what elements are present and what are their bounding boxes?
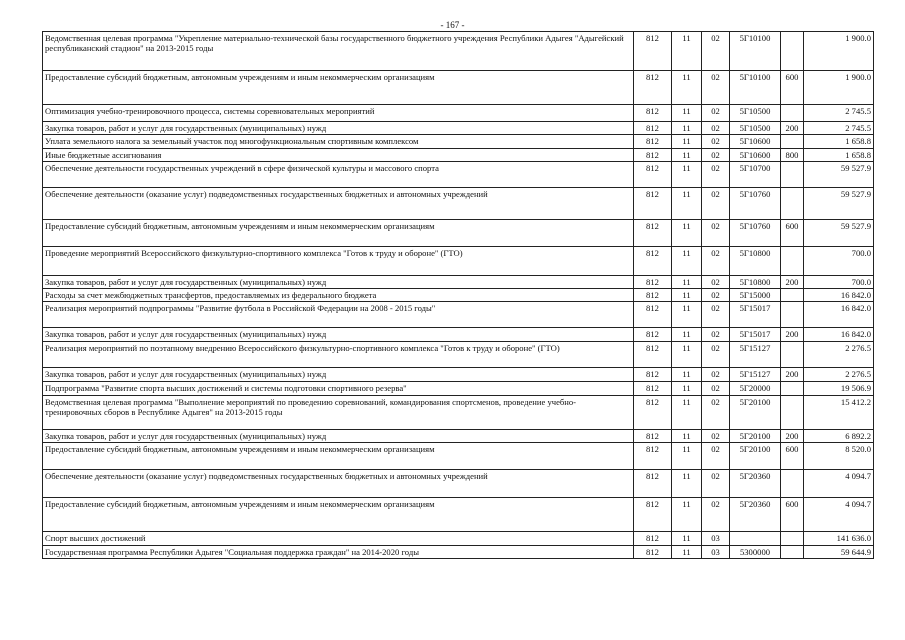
row-ministry-code: 812 xyxy=(634,71,672,105)
row-expense-type-code: 600 xyxy=(781,498,804,532)
row-ministry-code: 812 xyxy=(634,148,672,161)
row-name: Иные бюджетные ассигнования xyxy=(43,148,634,161)
row-amount: 6 892.2 xyxy=(804,429,874,442)
row-section-code: 11 xyxy=(672,135,702,148)
row-name: Реализация мероприятий подпрограммы "Развитие футбола в Российской Федерации на 2008 - 2015 годы" xyxy=(43,302,634,328)
row-ministry-code: 812 xyxy=(634,498,672,532)
row-amount: 16 842.0 xyxy=(804,302,874,328)
table-row xyxy=(43,328,874,342)
table-row xyxy=(43,161,874,187)
row-section-code: 11 xyxy=(672,546,702,559)
row-amount: 15 412.2 xyxy=(804,395,874,429)
row-section-code: 11 xyxy=(672,219,702,246)
row-subsection-code: 02 xyxy=(702,429,730,442)
row-name: Закупка товаров, работ и услуг для государственных (муниципальных) нужд xyxy=(43,328,634,342)
table-row xyxy=(43,302,874,328)
row-expense-type-code xyxy=(781,289,804,302)
row-target-code xyxy=(730,532,781,546)
row-ministry-code: 812 xyxy=(634,429,672,442)
row-ministry-code: 812 xyxy=(634,443,672,470)
row-subsection-code: 02 xyxy=(702,32,730,71)
row-amount: 2 276.5 xyxy=(804,368,874,382)
row-ministry-code: 812 xyxy=(634,135,672,148)
row-name: Обеспечение деятельности государственных учреждений в сфере физической культуры и массового спорта xyxy=(43,161,634,187)
row-expense-type-code: 200 xyxy=(781,429,804,442)
row-amount: 16 842.0 xyxy=(804,289,874,302)
row-target-code: 5Г10600 xyxy=(730,148,781,161)
row-section-code: 11 xyxy=(672,395,702,429)
row-name: Расходы за счет межбюджетных трансфертов, предоставляемых из федерального бюджета xyxy=(43,289,634,302)
row-subsection-code: 02 xyxy=(702,382,730,395)
row-target-code: 5300000 xyxy=(730,546,781,559)
row-ministry-code: 812 xyxy=(634,342,672,368)
row-section-code: 11 xyxy=(672,187,702,219)
row-expense-type-code xyxy=(781,470,804,498)
row-target-code: 5Г20360 xyxy=(730,470,781,498)
row-amount: 59 527.9 xyxy=(804,161,874,187)
row-subsection-code: 02 xyxy=(702,105,730,122)
row-expense-type-code xyxy=(781,302,804,328)
row-section-code: 11 xyxy=(672,429,702,442)
row-subsection-code: 02 xyxy=(702,135,730,148)
row-target-code: 5Г10800 xyxy=(730,246,781,275)
row-subsection-code: 02 xyxy=(702,498,730,532)
row-amount: 16 842.0 xyxy=(804,328,874,342)
row-name: Государственная программа Республики Адыгея "Социальная поддержка граждан" на 2014-2020 годы xyxy=(43,546,634,559)
table-row xyxy=(43,122,874,135)
table-row xyxy=(43,148,874,161)
row-name: Ведомственная целевая программа "Укрепление материально-технической базы государственного бюджетного учреждения Республики Адыгея "Адыгейский республиканский стадион" на 2013-2015 годы xyxy=(43,32,634,71)
row-subsection-code: 02 xyxy=(702,187,730,219)
row-expense-type-code: 800 xyxy=(781,148,804,161)
table-row xyxy=(43,105,874,122)
row-section-code: 11 xyxy=(672,71,702,105)
row-subsection-code: 02 xyxy=(702,219,730,246)
row-ministry-code: 812 xyxy=(634,395,672,429)
row-section-code: 11 xyxy=(672,470,702,498)
row-section-code: 11 xyxy=(672,122,702,135)
row-name: Закупка товаров, работ и услуг для государственных (муниципальных) нужд xyxy=(43,368,634,382)
row-subsection-code: 03 xyxy=(702,546,730,559)
row-target-code: 5Г15017 xyxy=(730,302,781,328)
row-target-code: 5Г10600 xyxy=(730,135,781,148)
row-expense-type-code xyxy=(781,161,804,187)
row-name: Предоставление субсидий бюджетным, автономным учреждениям и иным некоммерческим организациям xyxy=(43,498,634,532)
row-section-code: 11 xyxy=(672,498,702,532)
row-expense-type-code xyxy=(781,546,804,559)
row-amount: 141 636.0 xyxy=(804,532,874,546)
row-section-code: 11 xyxy=(672,342,702,368)
row-target-code: 5Г15017 xyxy=(730,328,781,342)
row-ministry-code: 812 xyxy=(634,122,672,135)
row-section-code: 11 xyxy=(672,532,702,546)
row-target-code: 5Г10500 xyxy=(730,122,781,135)
row-target-code: 5Г10760 xyxy=(730,219,781,246)
row-expense-type-code xyxy=(781,105,804,122)
row-subsection-code: 02 xyxy=(702,470,730,498)
row-ministry-code: 812 xyxy=(634,382,672,395)
row-expense-type-code: 200 xyxy=(781,368,804,382)
row-expense-type-code xyxy=(781,382,804,395)
row-subsection-code: 02 xyxy=(702,71,730,105)
row-name: Закупка товаров, работ и услуг для государственных (муниципальных) нужд xyxy=(43,275,634,288)
table-row xyxy=(43,187,874,219)
row-ministry-code: 812 xyxy=(634,532,672,546)
row-expense-type-code xyxy=(781,187,804,219)
row-expense-type-code xyxy=(781,32,804,71)
table-row xyxy=(43,532,874,546)
row-ministry-code: 812 xyxy=(634,32,672,71)
row-expense-type-code xyxy=(781,135,804,148)
row-ministry-code: 812 xyxy=(634,368,672,382)
table-row xyxy=(43,289,874,302)
row-expense-type-code: 600 xyxy=(781,219,804,246)
table-row xyxy=(43,368,874,382)
row-expense-type-code: 200 xyxy=(781,122,804,135)
table-row xyxy=(43,498,874,532)
row-amount: 1 658.8 xyxy=(804,135,874,148)
row-ministry-code: 812 xyxy=(634,219,672,246)
budget-table xyxy=(42,31,874,559)
row-section-code: 11 xyxy=(672,105,702,122)
row-name: Закупка товаров, работ и услуг для государственных (муниципальных) нужд xyxy=(43,429,634,442)
row-target-code: 5Г10800 xyxy=(730,275,781,288)
row-target-code: 5Г10760 xyxy=(730,187,781,219)
table-row xyxy=(43,382,874,395)
row-amount: 59 527.9 xyxy=(804,219,874,246)
row-subsection-code: 02 xyxy=(702,122,730,135)
row-target-code: 5Г20000 xyxy=(730,382,781,395)
row-amount: 1 900.0 xyxy=(804,71,874,105)
row-ministry-code: 812 xyxy=(634,275,672,288)
row-expense-type-code: 600 xyxy=(781,443,804,470)
row-ministry-code: 812 xyxy=(634,161,672,187)
row-section-code: 11 xyxy=(672,161,702,187)
row-section-code: 11 xyxy=(672,289,702,302)
row-amount: 59 527.9 xyxy=(804,187,874,219)
row-name: Предоставление субсидий бюджетным, автономным учреждениям и иным некоммерческим организациям xyxy=(43,219,634,246)
row-target-code: 5Г20100 xyxy=(730,395,781,429)
row-section-code: 11 xyxy=(672,443,702,470)
row-name: Спорт высших достижений xyxy=(43,532,634,546)
table-row xyxy=(43,32,874,71)
row-ministry-code: 812 xyxy=(634,105,672,122)
row-section-code: 11 xyxy=(672,328,702,342)
row-name: Закупка товаров, работ и услуг для государственных (муниципальных) нужд xyxy=(43,122,634,135)
row-target-code: 5Г10100 xyxy=(730,71,781,105)
row-section-code: 11 xyxy=(672,32,702,71)
row-target-code: 5Г15127 xyxy=(730,342,781,368)
row-subsection-code: 02 xyxy=(702,342,730,368)
row-ministry-code: 812 xyxy=(634,328,672,342)
row-target-code: 5Г10500 xyxy=(730,105,781,122)
row-amount: 19 506.9 xyxy=(804,382,874,395)
row-amount: 700.0 xyxy=(804,275,874,288)
table-row xyxy=(43,246,874,275)
page-number: - 167 - xyxy=(440,20,465,30)
table-row xyxy=(43,546,874,559)
row-amount: 59 644.9 xyxy=(804,546,874,559)
row-name: Ведомственная целевая программа "Выполнение мероприятий по проведению соревнований, командирования спортсменов, проведение учебно-тренировочных сборов в Республике Адыгея" на 2013-2015 годы xyxy=(43,395,634,429)
row-target-code: 5Г20100 xyxy=(730,443,781,470)
row-target-code: 5Г10100 xyxy=(730,32,781,71)
table-row xyxy=(43,395,874,429)
row-amount: 8 520.0 xyxy=(804,443,874,470)
row-subsection-code: 03 xyxy=(702,532,730,546)
table-row xyxy=(43,219,874,246)
row-subsection-code: 02 xyxy=(702,368,730,382)
row-target-code: 5Г20100 xyxy=(730,429,781,442)
row-subsection-code: 02 xyxy=(702,275,730,288)
row-amount: 2 276.5 xyxy=(804,342,874,368)
row-amount: 2 745.5 xyxy=(804,105,874,122)
row-subsection-code: 02 xyxy=(702,289,730,302)
row-subsection-code: 02 xyxy=(702,246,730,275)
row-expense-type-code xyxy=(781,342,804,368)
row-amount: 2 745.5 xyxy=(804,122,874,135)
table-row xyxy=(43,135,874,148)
table-row xyxy=(43,443,874,470)
row-name: Предоставление субсидий бюджетным, автономным учреждениям и иным некоммерческим организациям xyxy=(43,443,634,470)
row-subsection-code: 02 xyxy=(702,148,730,161)
table-row xyxy=(43,342,874,368)
row-amount: 1 900.0 xyxy=(804,32,874,71)
row-expense-type-code: 200 xyxy=(781,275,804,288)
row-expense-type-code: 200 xyxy=(781,328,804,342)
row-section-code: 11 xyxy=(672,275,702,288)
row-section-code: 11 xyxy=(672,302,702,328)
row-section-code: 11 xyxy=(672,382,702,395)
row-name: Проведение мероприятий Всероссийского физкультурно-спортивного комплекса "Готов к труду и обороне" (ГТО) xyxy=(43,246,634,275)
row-amount: 4 094.7 xyxy=(804,498,874,532)
row-ministry-code: 812 xyxy=(634,187,672,219)
row-amount: 4 094.7 xyxy=(804,470,874,498)
row-expense-type-code xyxy=(781,246,804,275)
row-subsection-code: 02 xyxy=(702,328,730,342)
table-row xyxy=(43,429,874,442)
row-section-code: 11 xyxy=(672,148,702,161)
row-subsection-code: 02 xyxy=(702,302,730,328)
row-section-code: 11 xyxy=(672,246,702,275)
row-amount: 1 658.8 xyxy=(804,148,874,161)
row-expense-type-code xyxy=(781,532,804,546)
row-name: Уплата земельного налога за земельный участок под многофункциональным спортивным комплексом xyxy=(43,135,634,148)
row-ministry-code: 812 xyxy=(634,470,672,498)
table-row xyxy=(43,470,874,498)
row-target-code: 5Г20360 xyxy=(730,498,781,532)
row-ministry-code: 812 xyxy=(634,302,672,328)
row-name: Обеспечение деятельности (оказание услуг) подведомственных государственных бюджетных и автономных учреждений xyxy=(43,470,634,498)
row-name: Предоставление субсидий бюджетным, автономным учреждениям и иным некоммерческим организациям xyxy=(43,71,634,105)
row-target-code: 5Г10700 xyxy=(730,161,781,187)
row-name: Обеспечение деятельности (оказание услуг) подведомственных государственных бюджетных и автономных учреждений xyxy=(43,187,634,219)
row-ministry-code: 812 xyxy=(634,289,672,302)
row-name: Подпрограмма "Развитие спорта высших достижений и системы подготовки спортивного резерва" xyxy=(43,382,634,395)
row-expense-type-code xyxy=(781,395,804,429)
row-ministry-code: 812 xyxy=(634,546,672,559)
row-ministry-code: 812 xyxy=(634,246,672,275)
row-subsection-code: 02 xyxy=(702,161,730,187)
row-name: Оптимизация учебно-тренировочного процесса, системы соревновательных мероприятий xyxy=(43,105,634,122)
row-section-code: 11 xyxy=(672,368,702,382)
row-subsection-code: 02 xyxy=(702,395,730,429)
row-expense-type-code: 600 xyxy=(781,71,804,105)
table-row xyxy=(43,275,874,288)
row-amount: 700.0 xyxy=(804,246,874,275)
table-row xyxy=(43,71,874,105)
row-name: Реализация мероприятий по поэтапному внедрению Всероссийского физкультурно-спортивного комплекса "Готов к труду и обороне" (ГТО) xyxy=(43,342,634,368)
row-subsection-code: 02 xyxy=(702,443,730,470)
row-target-code: 5Г15000 xyxy=(730,289,781,302)
row-target-code: 5Г15127 xyxy=(730,368,781,382)
